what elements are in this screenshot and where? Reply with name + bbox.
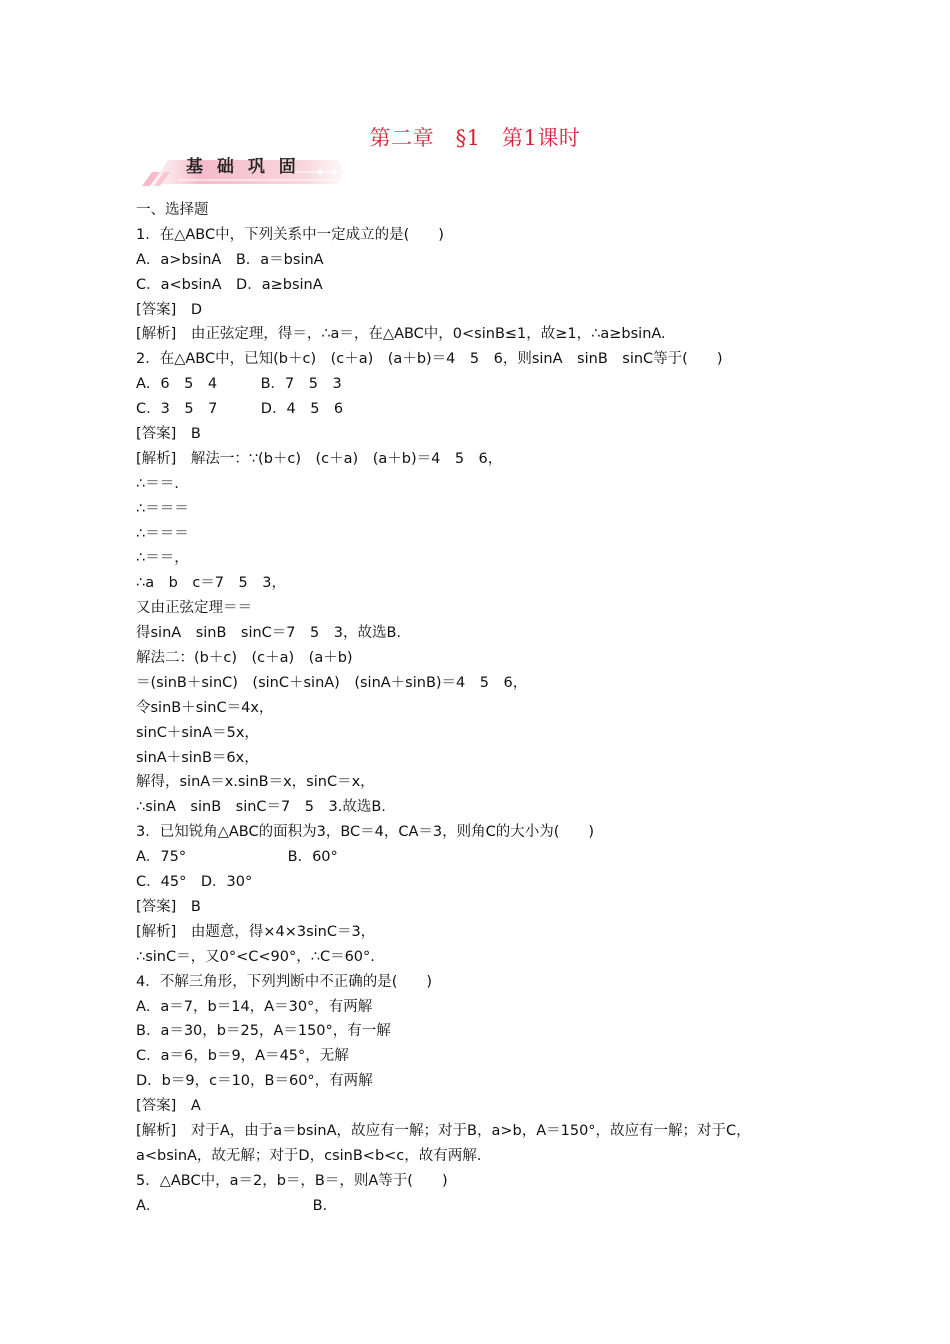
text-line: C．3 5 7 D．4 5 6 bbox=[136, 401, 344, 418]
text-line: 又由正弦定理＝＝ bbox=[136, 600, 252, 617]
text-line: sinA＋sinB＝6x， bbox=[136, 749, 259, 766]
text-line: C．a＝6，b＝9，A＝45°，无解 bbox=[136, 1048, 349, 1065]
question-2: 2．在△ABC中，已知(b＋c) (c＋a) (a＋b)＝4 5 6，则sinA sinB sinC等于( ) bbox=[136, 351, 723, 368]
answer-line: [答案] A bbox=[136, 1098, 201, 1115]
text-line: D．b＝9，c＝10，B＝60°，有两解 bbox=[136, 1073, 373, 1090]
text-line: 解法二：(b＋c) (c＋a) (a＋b) bbox=[136, 650, 353, 667]
text-line: C．45° D．30° bbox=[136, 874, 253, 891]
text-line: 一、选择题 bbox=[136, 202, 209, 218]
question-4: 4．不解三角形，下列判断中不正确的是( ) bbox=[136, 973, 433, 990]
text-line: C．a<bsinA D．a≥bsinA bbox=[136, 276, 323, 293]
text-line: A．75° B．60° bbox=[136, 849, 338, 866]
analysis-line: [解析] 由题意，得×4×3sinC＝3， bbox=[136, 923, 376, 940]
analysis-line: [解析] 解法一：∵(b＋c) (c＋a) (a＋b)＝4 5 6， bbox=[136, 450, 503, 467]
text-line: A． B． bbox=[136, 1197, 338, 1214]
text-line: B．a＝30，b＝25，A＝150°，有一解 bbox=[136, 1023, 391, 1040]
answer-line: [答案] B bbox=[136, 426, 201, 443]
text-line: A．a＝7，b＝14，A＝30°，有两解 bbox=[136, 998, 373, 1015]
analysis-line: [解析] 由正弦定理，得＝，∴a＝，在△ABC中，0<sinB≤1，故≥1，∴a≥bsinA. bbox=[136, 326, 666, 343]
text-line: ＝(sinB＋sinC) (sinC＋sinA) (sinA＋sinB)＝4 5 6， bbox=[136, 674, 528, 691]
text-line: A．a>bsinA B．a＝bsinA bbox=[136, 251, 324, 268]
text-line: ∴＝＝＝ bbox=[136, 525, 189, 542]
question-5: 5．△ABC中，a＝2，b＝，B＝，则A等于( ) bbox=[136, 1172, 448, 1189]
section-label: 基 础 巩 固 bbox=[186, 157, 300, 177]
text-line: ∴sinC＝，又0°<C<90°，∴C＝60°. bbox=[136, 948, 375, 965]
text-line: 令sinB＋sinC＝4x， bbox=[136, 699, 274, 716]
text-line: ∴＝＝， bbox=[136, 550, 189, 567]
text-line: 解得，sinA＝x.sinB＝x，sinC＝x， bbox=[136, 774, 375, 791]
document-body bbox=[136, 198, 826, 1219]
text-line: ∴sinA sinB sinC＝7 5 3.故选B. bbox=[136, 799, 386, 816]
question-1: 1．在△ABC中，下列关系中一定成立的是( ) bbox=[136, 226, 444, 243]
answer-line: [答案] B bbox=[136, 898, 201, 915]
analysis-line: [解析] 对于A，由于a＝bsinA，故应有一解；对于B，a>b，A＝150°，故应有一解；对于C，a<bsinA，故无解；对于D，csinB<b<c，故有两解. bbox=[136, 1122, 751, 1164]
text-line: A．6 5 4 B．7 5 3 bbox=[136, 376, 342, 393]
question-3: 3．已知锐角△ABC的面积为3，BC＝4，CA＝3，则角C的大小为( ) bbox=[136, 824, 595, 841]
text-line: ∴＝＝. bbox=[136, 475, 179, 492]
text-line: ∴a b c＝7 5 3， bbox=[136, 575, 286, 592]
text-line: sinC＋sinA＝5x， bbox=[136, 724, 259, 741]
text-line: 得sinA sinB sinC＝7 5 3，故选B. bbox=[136, 625, 402, 642]
page-title: 第二章 §1 第1课时 bbox=[369, 126, 581, 150]
text-line: ∴＝＝＝ bbox=[136, 500, 189, 517]
answer-line: [答案] D bbox=[136, 301, 202, 318]
